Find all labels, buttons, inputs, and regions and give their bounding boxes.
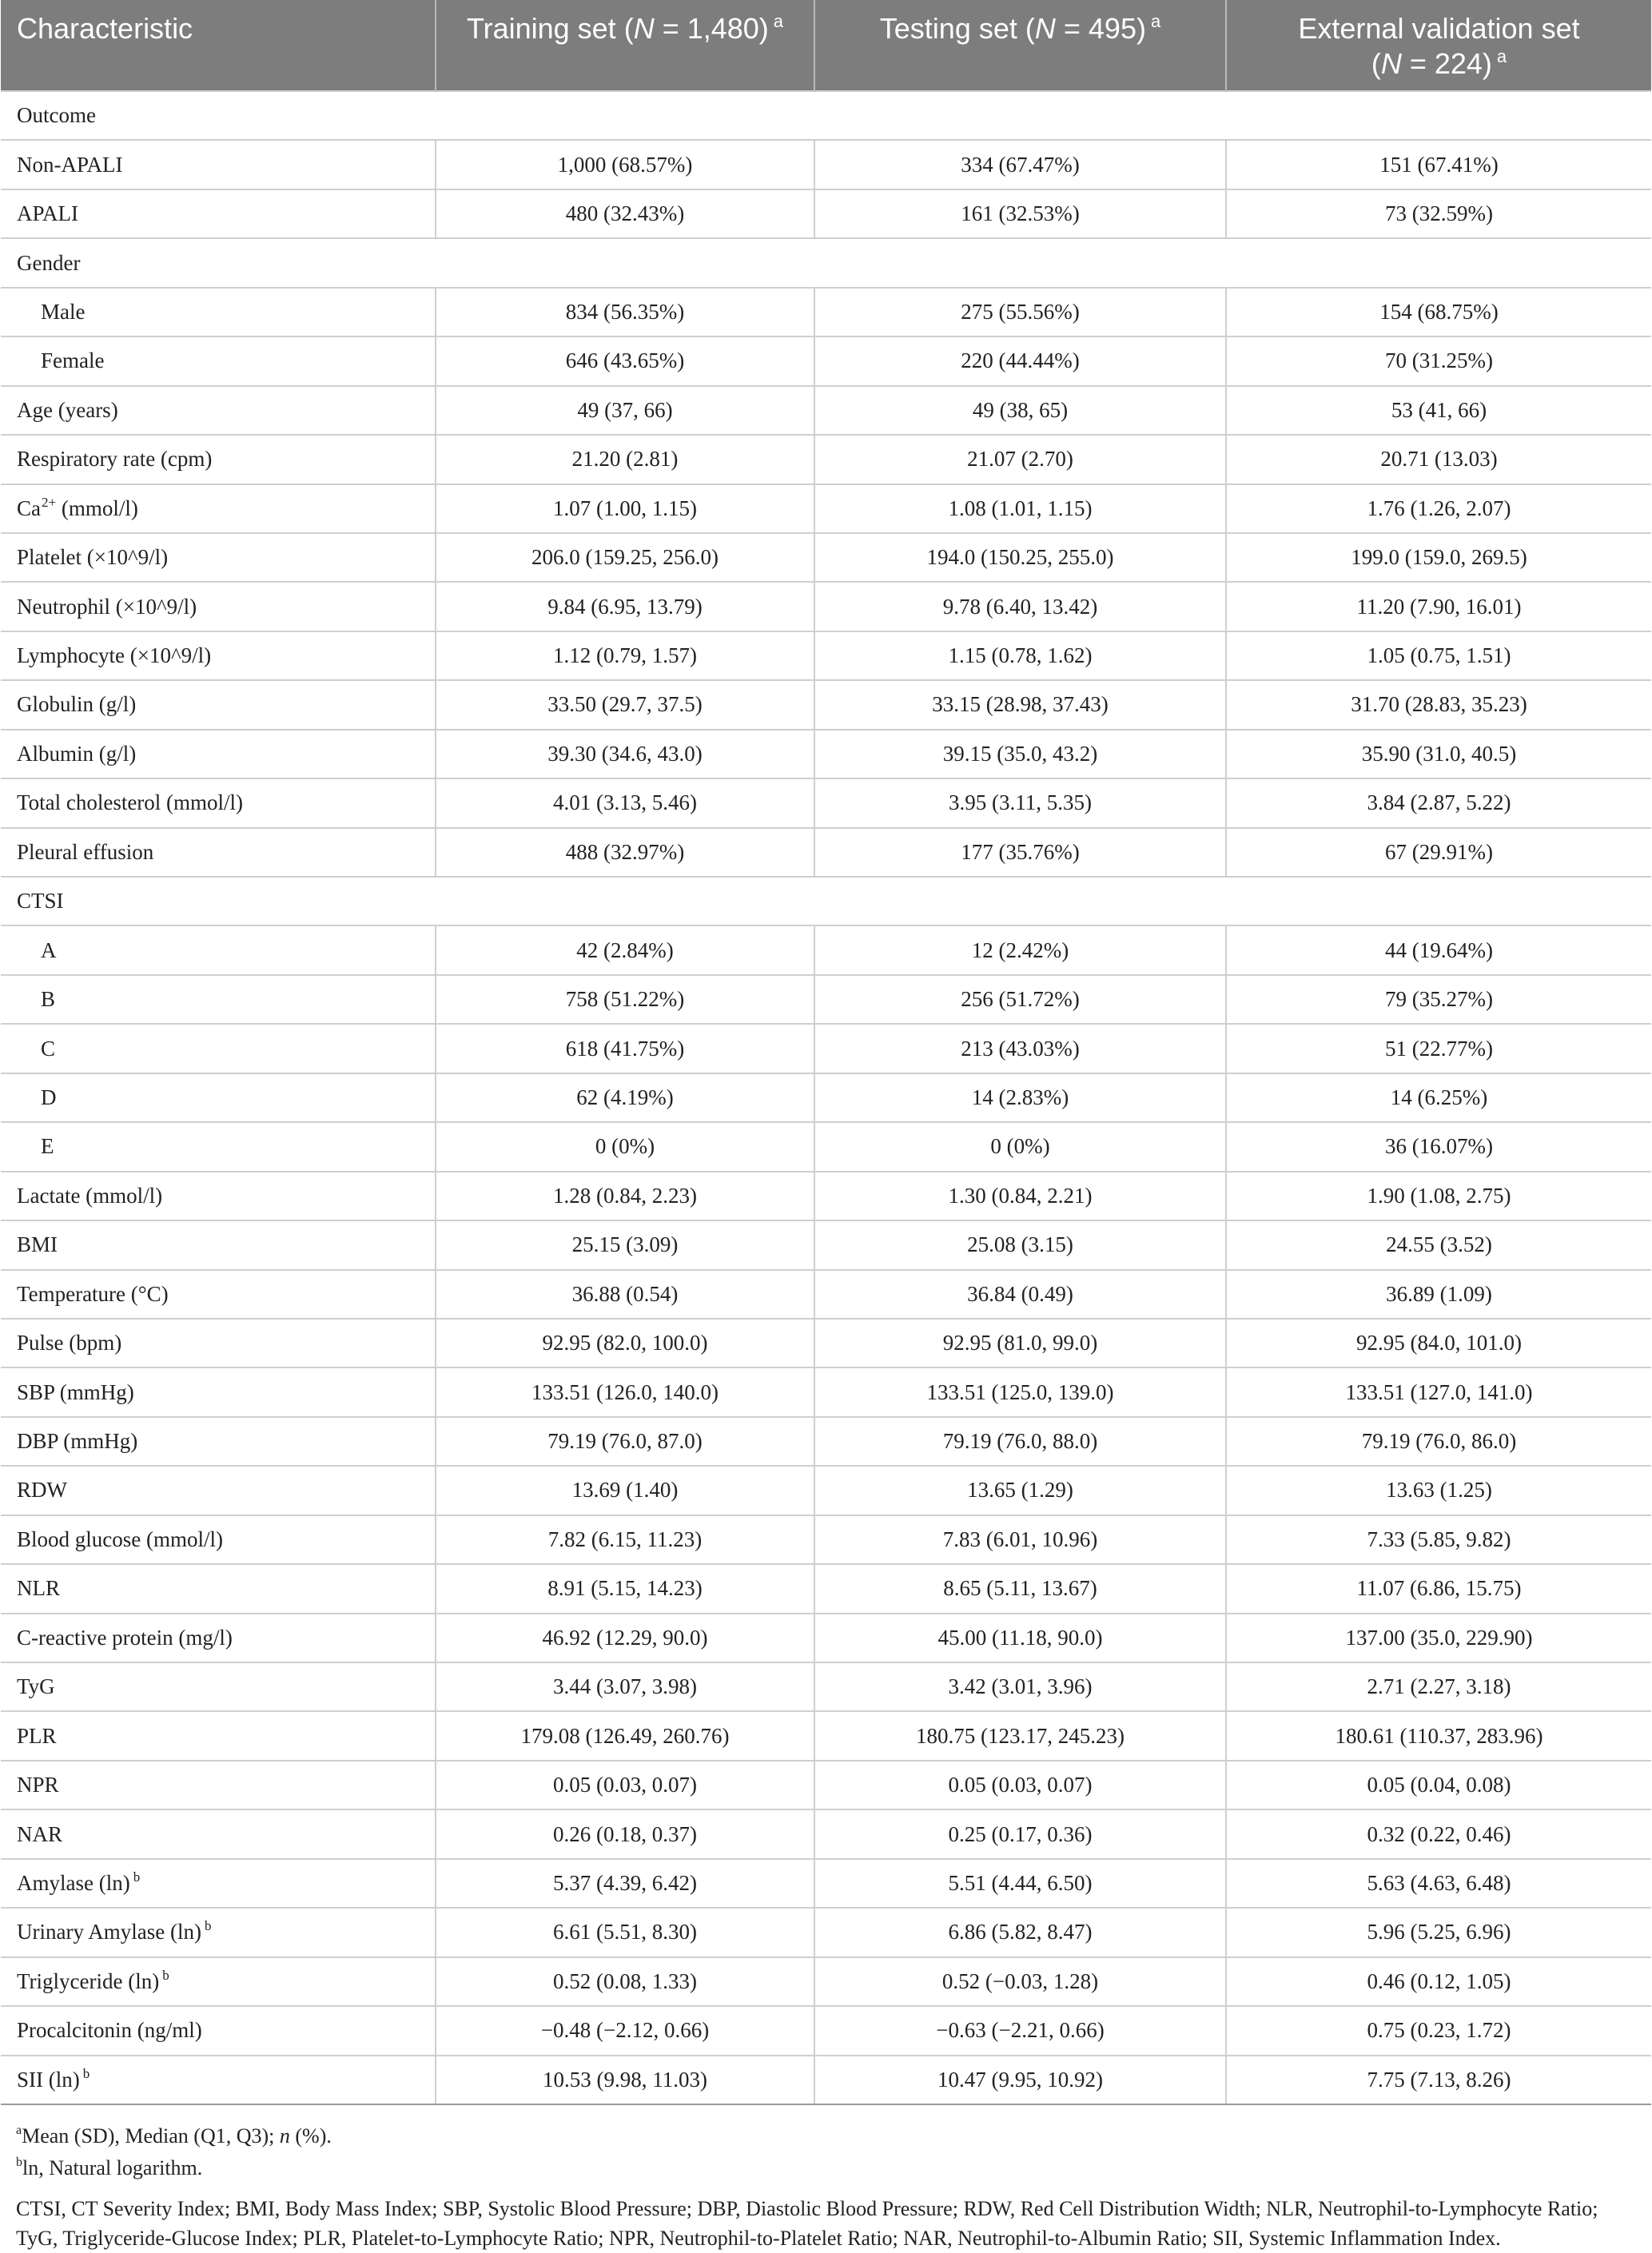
row-label: Non-APALI xyxy=(1,140,436,189)
cell-testing: 161 (32.53%) xyxy=(814,189,1226,238)
cell-external: 73 (32.59%) xyxy=(1226,189,1651,238)
row-label: NPR xyxy=(1,1761,436,1809)
cell-training: 3.44 (3.07, 3.98) xyxy=(436,1662,814,1711)
cell-testing: 36.84 (0.49) xyxy=(814,1270,1226,1319)
cell-external: 5.63 (4.63, 6.48) xyxy=(1226,1859,1651,1908)
cell-testing: −0.63 (−2.21, 0.66) xyxy=(814,2006,1226,2055)
cell-training: 33.50 (29.7, 37.5) xyxy=(436,680,814,729)
cell-external: 0.75 (0.23, 1.72) xyxy=(1226,2006,1651,2055)
row-label: TyG xyxy=(1,1662,436,1711)
cell-testing: 8.65 (5.11, 13.67) xyxy=(814,1564,1226,1613)
table-row xyxy=(1,1614,1651,1662)
footnote-marker: a xyxy=(773,11,784,31)
cell-external: 24.55 (3.52) xyxy=(1226,1220,1651,1269)
section-label: Outcome xyxy=(1,91,1651,140)
cell-training: 92.95 (82.0, 100.0) xyxy=(436,1319,814,1367)
section-label: CTSI xyxy=(1,877,1651,925)
table-row xyxy=(1,336,1651,385)
row-label: D xyxy=(1,1073,436,1122)
cell-external: 51 (22.77%) xyxy=(1226,1024,1651,1073)
cell-training: 39.30 (34.6, 43.0) xyxy=(436,730,814,778)
table-row xyxy=(1,1957,1651,2006)
table-row xyxy=(1,877,1651,925)
cell-testing: 79.19 (76.0, 88.0) xyxy=(814,1417,1226,1466)
table-row xyxy=(1,1270,1651,1319)
row-label: C-reactive protein (mg/l) xyxy=(1,1614,436,1662)
cell-testing: 9.78 (6.40, 13.42) xyxy=(814,582,1226,631)
cell-testing: 180.75 (123.17, 245.23) xyxy=(814,1711,1226,1760)
cell-training: 8.91 (5.15, 14.23) xyxy=(436,1564,814,1613)
header-testing-set: Testing set (N = 495) $^a$ xyxy=(814,0,1226,91)
cell-training: 834 (56.35%) xyxy=(436,288,814,336)
cell-external: 11.20 (7.90, 16.01) xyxy=(1226,582,1651,631)
cell-testing: 275 (55.56%) xyxy=(814,288,1226,336)
row-label: Pulse (bpm) xyxy=(1,1319,436,1367)
table-row xyxy=(1,238,1651,287)
cell-external: 7.75 (7.13, 8.26) xyxy=(1226,2056,1651,2104)
cell-external: 0.05 (0.04, 0.08) xyxy=(1226,1761,1651,1809)
cell-training: 9.84 (6.95, 13.79) xyxy=(436,582,814,631)
cell-testing: 1.08 (1.01, 1.15) xyxy=(814,484,1226,533)
table-row xyxy=(1,975,1651,1024)
cell-testing: 25.08 (3.15) xyxy=(814,1220,1226,1269)
table-footnotes xyxy=(16,2121,1638,2253)
footnote-b: $^b$ln, Natural logarithm. xyxy=(16,2155,203,2179)
cell-external: 44 (19.64%) xyxy=(1226,925,1651,974)
cell-external: 3.84 (2.87, 5.22) xyxy=(1226,778,1651,827)
cell-training: 0.52 (0.08, 1.33) xyxy=(436,1957,814,2006)
table-row xyxy=(1,2006,1651,2055)
cell-training: 36.88 (0.54) xyxy=(436,1270,814,1319)
row-label: Neutrophil (×10^9/l) xyxy=(1,582,436,631)
cell-external: 70 (31.25%) xyxy=(1226,336,1651,385)
cell-testing: 39.15 (35.0, 43.2) xyxy=(814,730,1226,778)
row-label: NLR xyxy=(1,1564,436,1613)
cell-training: 10.53 (9.98, 11.03) xyxy=(436,2056,814,2104)
cell-training: 1.07 (1.00, 1.15) xyxy=(436,484,814,533)
table-row xyxy=(1,730,1651,778)
row-label: Total cholesterol (mmol/l) xyxy=(1,778,436,827)
footnote-marker: a xyxy=(1496,46,1507,66)
cell-external: 133.51 (127.0, 141.0) xyxy=(1226,1367,1651,1416)
cell-testing: 133.51 (125.0, 139.0) xyxy=(814,1367,1226,1416)
row-label: SBP (mmHg) xyxy=(1,1367,436,1416)
cell-testing: 33.15 (28.98, 37.43) xyxy=(814,680,1226,729)
table-row xyxy=(1,828,1651,877)
cell-external: 36.89 (1.09) xyxy=(1226,1270,1651,1319)
cell-testing: 7.83 (6.01, 10.96) xyxy=(814,1515,1226,1564)
row-label: Age (years) xyxy=(1,386,436,435)
table-row xyxy=(1,582,1651,631)
table-row xyxy=(1,1466,1651,1515)
table-row xyxy=(1,2056,1651,2104)
cell-training: −0.48 (−2.12, 0.66) xyxy=(436,2006,814,2055)
table-row xyxy=(1,189,1651,238)
cell-external: 79 (35.27%) xyxy=(1226,975,1651,1024)
header-training-set: Training set (N = 1,480) $^a$ xyxy=(436,0,814,91)
row-label: Respiratory rate (cpm) xyxy=(1,435,436,484)
cell-external: 199.0 (159.0, 269.5) xyxy=(1226,533,1651,582)
cell-external: 0.32 (0.22, 0.46) xyxy=(1226,1809,1651,1858)
table-row xyxy=(1,435,1651,484)
table-row xyxy=(1,1367,1651,1416)
row-label: Globulin (g/l) xyxy=(1,680,436,729)
cell-external: 1.76 (1.26, 2.07) xyxy=(1226,484,1651,533)
cell-training: 206.0 (159.25, 256.0) xyxy=(436,533,814,582)
cell-training: 42 (2.84%) xyxy=(436,925,814,974)
footnote-a: $^a$Mean (SD), Median (Q1, Q3); n (%). xyxy=(16,2123,332,2148)
cell-external: 20.71 (13.03) xyxy=(1226,435,1651,484)
cell-testing: 14 (2.83%) xyxy=(814,1073,1226,1122)
table-row xyxy=(1,484,1651,533)
cell-testing: 21.07 (2.70) xyxy=(814,435,1226,484)
cell-testing: 0 (0%) xyxy=(814,1122,1226,1171)
header-characteristic: Characteristic xyxy=(1,0,436,91)
cell-training: 1.12 (0.79, 1.57) xyxy=(436,631,814,680)
table-row xyxy=(1,1809,1651,1858)
row-label: Platelet (×10^9/l) xyxy=(1,533,436,582)
cell-training: 480 (32.43%) xyxy=(436,189,814,238)
cell-training: 133.51 (126.0, 140.0) xyxy=(436,1367,814,1416)
cell-training: 1,000 (68.57%) xyxy=(436,140,814,189)
cell-training: 13.69 (1.40) xyxy=(436,1466,814,1515)
cell-training: 0.05 (0.03, 0.07) xyxy=(436,1761,814,1809)
row-label: Albumin (g/l) xyxy=(1,730,436,778)
cell-testing: 213 (43.03%) xyxy=(814,1024,1226,1073)
cell-external: 53 (41, 66) xyxy=(1226,386,1651,435)
cell-testing: 256 (51.72%) xyxy=(814,975,1226,1024)
cell-testing: 6.86 (5.82, 8.47) xyxy=(814,1908,1226,1956)
baseline-characteristics-table xyxy=(1,0,1651,2105)
row-label: Blood glucose (mmol/l) xyxy=(1,1515,436,1564)
row-label: RDW xyxy=(1,1466,436,1515)
footnote-marker: a xyxy=(1150,11,1161,31)
cell-external: 1.05 (0.75, 1.51) xyxy=(1226,631,1651,680)
cell-external: 1.90 (1.08, 2.75) xyxy=(1226,1172,1651,1220)
cell-testing: 10.47 (9.95, 10.92) xyxy=(814,2056,1226,2104)
row-label: Pleural effusion xyxy=(1,828,436,877)
table-row xyxy=(1,1220,1651,1269)
cell-testing: 5.51 (4.44, 6.50) xyxy=(814,1859,1226,1908)
row-label: Lactate (mmol/l) xyxy=(1,1172,436,1220)
row-label: NAR xyxy=(1,1809,436,1858)
table-row xyxy=(1,1024,1651,1073)
table-row xyxy=(1,1073,1651,1122)
table-row xyxy=(1,1662,1651,1711)
table-row xyxy=(1,680,1651,729)
cell-external: 13.63 (1.25) xyxy=(1226,1466,1651,1515)
cell-training: 488 (32.97%) xyxy=(436,828,814,877)
cell-external: 5.96 (5.25, 6.96) xyxy=(1226,1908,1651,1956)
cell-testing: 0.05 (0.03, 0.07) xyxy=(814,1761,1226,1809)
cell-external: 0.46 (0.12, 1.05) xyxy=(1226,1957,1651,2006)
table-row xyxy=(1,1859,1651,1908)
row-label: A xyxy=(1,925,436,974)
cell-training: 179.08 (126.49, 260.76) xyxy=(436,1711,814,1760)
row-label: Procalcitonin (ng/ml) xyxy=(1,2006,436,2055)
cell-training: 46.92 (12.29, 90.0) xyxy=(436,1614,814,1662)
cell-training: 5.37 (4.39, 6.42) xyxy=(436,1859,814,1908)
cell-testing: 0.25 (0.17, 0.36) xyxy=(814,1809,1226,1858)
cell-training: 0.26 (0.18, 0.37) xyxy=(436,1809,814,1858)
row-label: SII (ln) $^b$ xyxy=(1,2056,436,2104)
table-row xyxy=(1,1172,1651,1220)
row-label: Triglyceride (ln) $^b$ xyxy=(1,1957,436,2006)
row-label: DBP (mmHg) xyxy=(1,1417,436,1466)
row-label: $Ca^{2+}$ (mmol/l) xyxy=(1,484,436,533)
table-header xyxy=(1,0,1651,91)
cell-external: 35.90 (31.0, 40.5) xyxy=(1226,730,1651,778)
row-label: PLR xyxy=(1,1711,436,1760)
cell-testing: 45.00 (11.18, 90.0) xyxy=(814,1614,1226,1662)
row-label: C xyxy=(1,1024,436,1073)
cell-external: 31.70 (28.83, 35.23) xyxy=(1226,680,1651,729)
cell-training: 0 (0%) xyxy=(436,1122,814,1171)
cell-external: 154 (68.75%) xyxy=(1226,288,1651,336)
table-row xyxy=(1,1417,1651,1466)
cell-testing: 3.42 (3.01, 3.96) xyxy=(814,1662,1226,1711)
cell-external: 137.00 (35.0, 229.90) xyxy=(1226,1614,1651,1662)
table-row xyxy=(1,91,1651,140)
cell-external: 7.33 (5.85, 9.82) xyxy=(1226,1515,1651,1564)
table-row xyxy=(1,631,1651,680)
cell-testing: 220 (44.44%) xyxy=(814,336,1226,385)
cell-training: 1.28 (0.84, 2.23) xyxy=(436,1172,814,1220)
section-label: Gender xyxy=(1,238,1651,287)
cell-training: 25.15 (3.09) xyxy=(436,1220,814,1269)
table-row xyxy=(1,778,1651,827)
row-label: Lymphocyte (×10^9/l) xyxy=(1,631,436,680)
row-label: Male xyxy=(1,288,436,336)
table-row xyxy=(1,386,1651,435)
cell-testing: 12 (2.42%) xyxy=(814,925,1226,974)
cell-testing: 177 (35.76%) xyxy=(814,828,1226,877)
row-label: BMI xyxy=(1,1220,436,1269)
table-row xyxy=(1,1711,1651,1760)
table-row xyxy=(1,288,1651,336)
cell-training: 4.01 (3.13, 5.46) xyxy=(436,778,814,827)
table-row xyxy=(1,1515,1651,1564)
table-row xyxy=(1,1564,1651,1613)
cell-testing: 13.65 (1.29) xyxy=(814,1466,1226,1515)
row-label: Female xyxy=(1,336,436,385)
row-label: Temperature (°C) xyxy=(1,1270,436,1319)
cell-training: 758 (51.22%) xyxy=(436,975,814,1024)
header-external-validation-set: External validation set (N = 224) $^a$ xyxy=(1226,0,1651,91)
cell-training: 7.82 (6.15, 11.23) xyxy=(436,1515,814,1564)
cell-training: 49 (37, 66) xyxy=(436,386,814,435)
table-row xyxy=(1,140,1651,189)
cell-testing: 194.0 (150.25, 255.0) xyxy=(814,533,1226,582)
cell-testing: 49 (38, 65) xyxy=(814,386,1226,435)
row-label: Urinary Amylase (ln) $^b$ xyxy=(1,1908,436,1956)
cell-external: 92.95 (84.0, 101.0) xyxy=(1226,1319,1651,1367)
cell-training: 79.19 (76.0, 87.0) xyxy=(436,1417,814,1466)
cell-external: 67 (29.91%) xyxy=(1226,828,1651,877)
table-row xyxy=(1,1761,1651,1809)
cell-external: 14 (6.25%) xyxy=(1226,1073,1651,1122)
abbreviations-note: CTSI, CT Severity Index; BMI, Body Mass Index; SBP, Systolic Blood Pressure; DBP, Diastolic Blood Pressure; RDW, Red Cell Distribution Width; NLR, Neutrophil-to-Lymphocyte Ratio; TyG, Triglyceride-Glucose Index; PLR, Platelet-to-Lymphocyte Ratio; NPR, Neutrophil-to-Platelet Ratio; NAR, Neutrophil-to-Albumin Ratio; SII, Systemic Inflammation Index. xyxy=(16,2196,1598,2250)
table-row xyxy=(1,1122,1651,1171)
cell-testing: 3.95 (3.11, 5.35) xyxy=(814,778,1226,827)
table-row xyxy=(1,1908,1651,1956)
row-label: APALI xyxy=(1,189,436,238)
cell-training: 6.61 (5.51, 8.30) xyxy=(436,1908,814,1956)
cell-training: 618 (41.75%) xyxy=(436,1024,814,1073)
cell-testing: 1.15 (0.78, 1.62) xyxy=(814,631,1226,680)
table-body xyxy=(1,91,1651,2104)
cell-testing: 92.95 (81.0, 99.0) xyxy=(814,1319,1226,1367)
cell-training: 21.20 (2.81) xyxy=(436,435,814,484)
cell-testing: 0.52 (−0.03, 1.28) xyxy=(814,1957,1226,2006)
cell-external: 2.71 (2.27, 3.18) xyxy=(1226,1662,1651,1711)
header-row xyxy=(1,0,1651,91)
table-row xyxy=(1,533,1651,582)
cell-testing: 1.30 (0.84, 2.21) xyxy=(814,1172,1226,1220)
row-label: Amylase (ln) $^b$ xyxy=(1,1859,436,1908)
cell-testing: 334 (67.47%) xyxy=(814,140,1226,189)
table-row xyxy=(1,1319,1651,1367)
table-row xyxy=(1,925,1651,974)
cell-external: 11.07 (6.86, 15.75) xyxy=(1226,1564,1651,1613)
cell-training: 62 (4.19%) xyxy=(436,1073,814,1122)
cell-training: 646 (43.65%) xyxy=(436,336,814,385)
cell-external: 151 (67.41%) xyxy=(1226,140,1651,189)
cell-external: 180.61 (110.37, 283.96) xyxy=(1226,1711,1651,1760)
row-label: E xyxy=(1,1122,436,1171)
row-label: B xyxy=(1,975,436,1024)
cell-external: 79.19 (76.0, 86.0) xyxy=(1226,1417,1651,1466)
cell-external: 36 (16.07%) xyxy=(1226,1122,1651,1171)
